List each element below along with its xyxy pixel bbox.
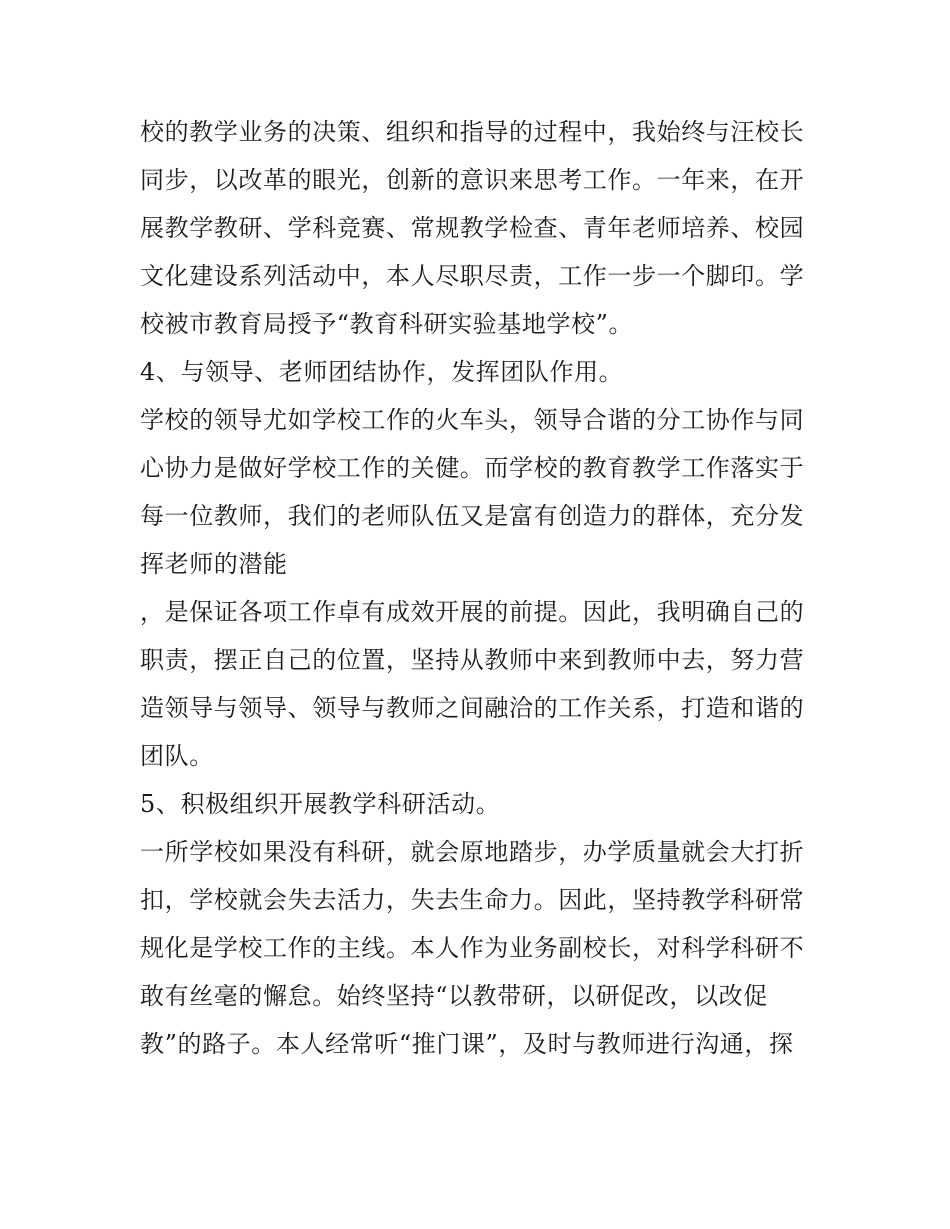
- text-line: 展教学教研、学科竞赛、常规教学检查、青年老师培养、校园: [140, 214, 805, 242]
- text-line: 造领导与领导、领导与教师之间融洽的工作关系，打造和谐的: [140, 694, 805, 722]
- text-line: 学校的领导尤如学校工作的火车头，领导合谐的分工协作与同: [140, 406, 805, 434]
- text-line: 规化是学校工作的主线。本人作为业务副校长，对科学科研不: [140, 934, 805, 962]
- text-line: 教”的路子。本人经常听“推门课”，及时与教师进行沟通，探: [140, 1030, 794, 1058]
- text-line: 同步，以改革的眼光，创新的意识来思考工作。一年来，在开: [140, 166, 805, 194]
- text-line: 扣，学校就会失去活力，失去生命力。因此，坚持教学科研常: [140, 886, 805, 914]
- text-line: 文化建设系列活动中，本人尽职尽责，工作一步一个脚印。学: [140, 262, 805, 290]
- text-line: 校的教学业务的决策、组织和指导的过程中，我始终与汪校长: [140, 118, 805, 146]
- text-line: 每一位教师，我们的老师队伍又是富有创造力的群体，充分发: [140, 502, 805, 530]
- text-line: 心协力是做好学校工作的关健。而学校的教育教学工作落实于: [140, 454, 805, 482]
- text-line: ，是保证各项工作卓有成效开展的前提。因此，我明确自己的: [140, 598, 805, 626]
- text-line: 团队。: [140, 742, 214, 770]
- text-line: 挥老师的潜能: [140, 550, 288, 578]
- text-line: 职责，摆正自己的位置，坚持从教师中来到教师中去，努力营: [140, 646, 805, 674]
- text-line: 敢有丝毫的懈怠。始终坚持“以教带研，以研促改，以改促: [140, 982, 768, 1010]
- section-heading-4: 4、与领导、老师团结协作，发挥团队作用。: [140, 358, 624, 386]
- text-line: 一所学校如果没有科研，就会原地踏步，办学质量就会大打折: [140, 838, 805, 866]
- section-heading-5: 5、积极组织开展教学科研活动。: [140, 790, 501, 818]
- text-line: 校被市教育局授予“教育科研实验基地学校”。: [140, 310, 634, 338]
